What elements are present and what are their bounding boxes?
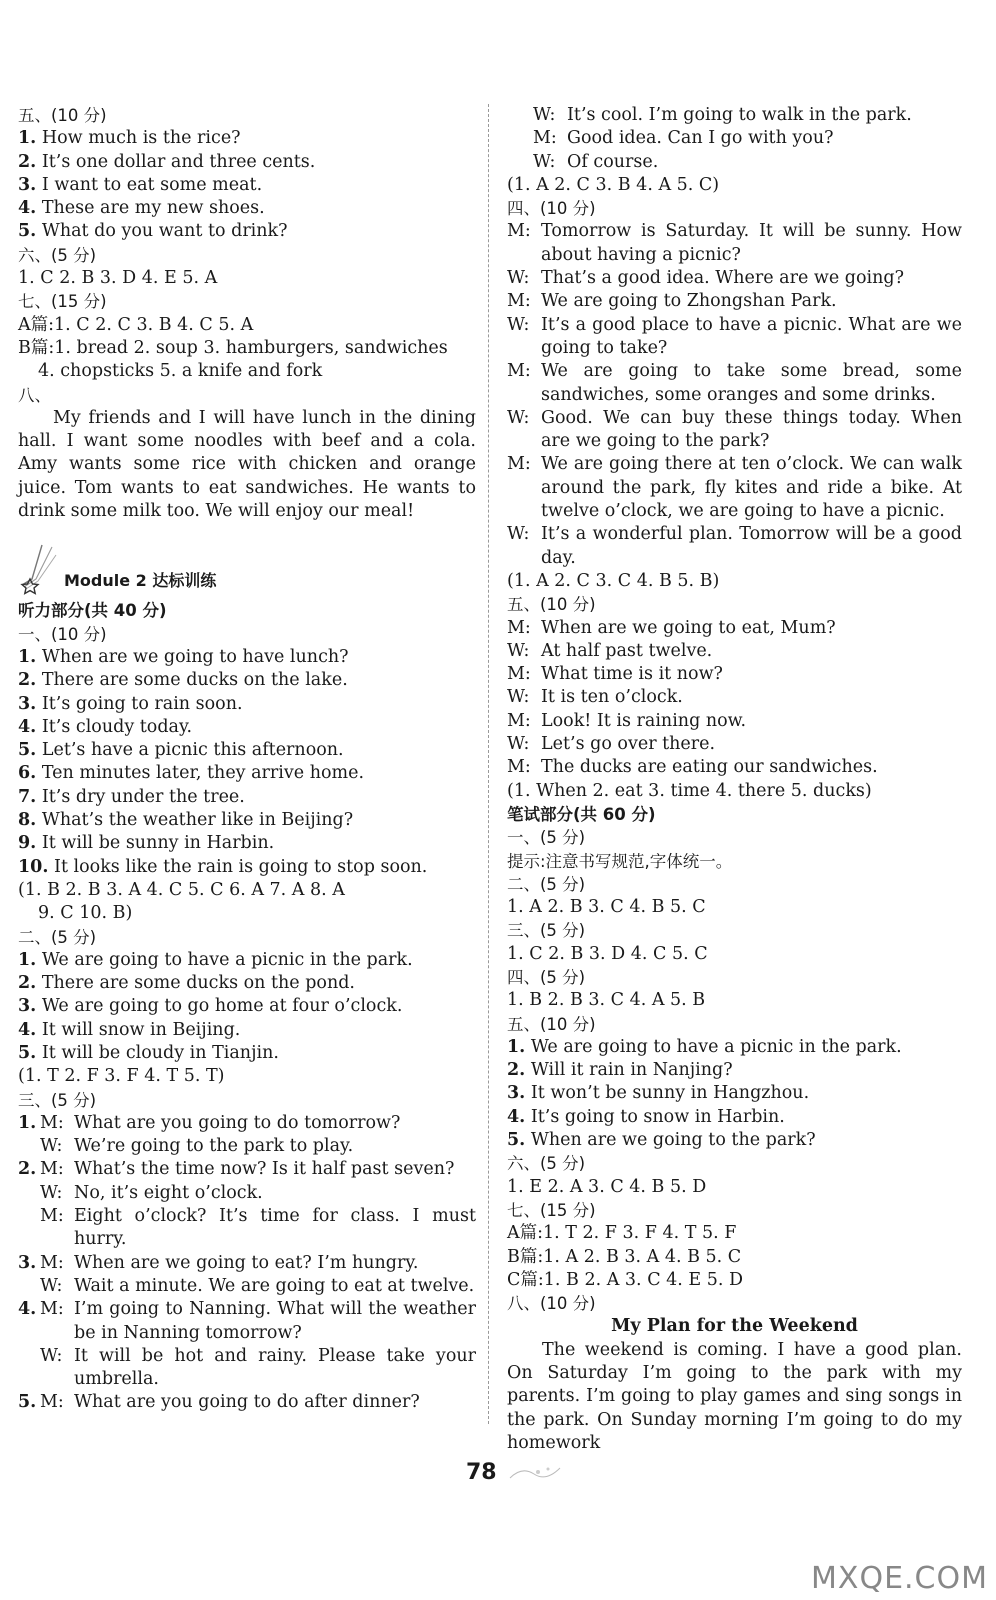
answer-key: 9. C 10. B): [38, 903, 133, 924]
section-header: 五、(10 分): [507, 595, 596, 615]
dialogue-line: M: Good idea. Can I go with you?: [533, 128, 834, 149]
dialogue-line: M: The ducks are eating our sandwiches.: [507, 757, 878, 778]
list-item: 3. It’s going to rain soon.: [18, 693, 243, 714]
dialogue-line: M: Eight o’clock? It’s time for class. I must hurry.: [40, 1206, 476, 1250]
left-column: [18, 104, 476, 1415]
list-item: 1. We are going to have a picnic in the park.: [18, 949, 413, 970]
right-column: [507, 104, 962, 1455]
dialogue-line: M: We are going there at ten o’clock. We can walk around the park, fly kites and ride a bike. At twelve o’clock, we are going to have a picnic.: [507, 454, 962, 522]
section-header: 八、(10 分): [507, 1294, 596, 1314]
list-item: 2. Will it rain in Nanjing?: [507, 1060, 733, 1081]
section-header: 四、(10 分): [507, 199, 596, 219]
dialogue-line: W: It’s a wonderful plan. Tomorrow will be a good day.: [507, 524, 962, 568]
tip-text: 提示:注意书写规范,字体统一。: [507, 851, 733, 871]
dialogue-line: 2. M: What’s the time now? Is it half past seven?: [18, 1159, 455, 1180]
list-item: 3. I want to eat some meat.: [18, 174, 263, 195]
dialogue-line: W: It’s cool. I’m going to walk in the park.: [533, 105, 912, 125]
list-item: 4. It’s cloudy today.: [18, 716, 193, 737]
dialogue-line: W: No, it’s eight o’clock.: [40, 1182, 263, 1203]
dialogue-line: W: It is ten o’clock.: [507, 687, 683, 708]
dialogue-line: W: It will be hot and rainy. Please take your umbrella.: [40, 1345, 476, 1390]
answer-key: (1. A 2. C 3. C 4. B 5. B): [507, 570, 720, 591]
section-header: 三、(5 分): [18, 1090, 97, 1110]
list-item: 7. It’s dry under the tree.: [18, 786, 245, 807]
section-header: 五、(10 分): [18, 106, 107, 125]
answer-key: 1. E 2. A 3. C 4. B 5. D: [507, 1176, 707, 1197]
dialogue-line: W: We’re going to the park to play.: [40, 1136, 354, 1157]
column-divider: [488, 104, 489, 1424]
answer-key: C篇:1. B 2. A 3. C 4. E 5. D: [507, 1269, 744, 1290]
section-header: 三、(5 分): [507, 921, 586, 941]
dialogue-line: W: Wait a minute. We are going to eat at twelve.: [40, 1275, 475, 1296]
list-item: 5. Let’s have a picnic this afternoon.: [18, 740, 344, 761]
list-item: 8. What’s the weather like in Beijing?: [18, 810, 354, 831]
answer-key: 1. C 2. B 3. D 4. E 5. A: [18, 268, 218, 289]
dialogue: [507, 617, 962, 780]
list-item: 5. What do you want to drink?: [18, 221, 288, 242]
answer-key: A篇:1. T 2. F 3. F 4. T 5. F: [507, 1223, 737, 1244]
dialogue: [18, 1112, 476, 1415]
answer-key: B篇:1. A 2. B 3. A 4. B 5. C: [507, 1246, 742, 1267]
dialogue-line: M: We are going to Zhongshan Park.: [507, 291, 837, 312]
answer-key: (1. B 2. B 3. A 4. C 5. C 6. A 7. A 8. A: [18, 879, 345, 900]
shooting-star-icon: [18, 541, 58, 597]
answer-list: [18, 949, 476, 1065]
section-header: 七、(15 分): [18, 292, 107, 312]
list-item: 2. There are some ducks on the lake.: [18, 670, 348, 691]
dialogue-line: 4. M: I’m going to Nanning. What will the weather be in Nanning tomorrow?: [18, 1299, 476, 1343]
answer-key: (1. T 2. F 3. F 4. T 5. T): [18, 1066, 225, 1087]
list-item: 1. We are going to have a picnic in the park.: [507, 1036, 902, 1057]
answer-key: 1. A 2. B 3. C 4. B 5. C: [507, 897, 706, 918]
section-header: 一、(10 分): [18, 624, 107, 644]
essay-title: My Plan for the Weekend: [611, 1316, 858, 1337]
dialogue: [507, 104, 962, 174]
list-item: 5. When are we going to the park?: [507, 1130, 816, 1151]
list-item: 5. It will be cloudy in Tianjin.: [18, 1042, 279, 1063]
answer-key: A篇:1. C 2. C 3. B 4. C 5. A: [18, 314, 254, 335]
answer-list: [18, 127, 476, 243]
essay-paragraph: The weekend is coming. I have a good plan. On Saturday I’m going to the park with my parents. I’m going to play games and sing songs in the park. On Sunday morning I’m going to do my homework: [507, 1339, 962, 1453]
list-item: 3. It won’t be sunny in Hangzhou.: [507, 1083, 810, 1104]
watermark: MXQE.COM: [811, 1561, 988, 1596]
section-header: 六、(5 分): [507, 1154, 586, 1174]
dialogue-line: 5. M: What are you going to do after dinner?: [18, 1392, 420, 1413]
section-header: 六、(5 分): [18, 245, 97, 265]
dialogue-line: W: That’s a good idea. Where are we going?: [507, 268, 904, 289]
section-header: 七、(15 分): [507, 1200, 596, 1220]
list-item: 4. It’s going to snow in Harbin.: [507, 1106, 785, 1127]
dialogue-line: 1. M: What are you going to do tomorrow?: [18, 1112, 401, 1133]
answer-key: (1. When 2. eat 3. time 4. there 5. ducks): [507, 780, 872, 801]
list-item: 6. Ten minutes later, they arrive home.: [18, 763, 365, 784]
answer-key: 4. chopsticks 5. a knife and fork: [38, 361, 323, 382]
list-item: 4. It will snow in Beijing.: [18, 1019, 241, 1040]
part-header: 笔试部分(共 60 分): [507, 804, 656, 824]
answer-list: [507, 1036, 962, 1152]
section-header: 二、(5 分): [507, 874, 586, 894]
list-item: 3. We are going to go home at four o’clock.: [18, 996, 403, 1017]
dialogue: [507, 220, 962, 569]
section-header: 四、(5 分): [507, 967, 586, 987]
answer-key: (1. A 2. C 3. B 4. A 5. C): [507, 174, 720, 195]
part-header: 听力部分(共 40 分): [18, 601, 167, 621]
list-item: 2. It’s one dollar and three cents.: [18, 151, 316, 172]
section-header: 一、(5 分): [507, 828, 586, 848]
list-item: 1. When are we going to have lunch?: [18, 646, 349, 667]
list-item: 9. It will be sunny in Harbin.: [18, 833, 275, 854]
dialogue-line: M: What time is it now?: [507, 664, 723, 685]
answer-key: 1. B 2. B 3. C 4. A 5. B: [507, 990, 706, 1011]
essay-paragraph: My friends and I will have lunch in the dining hall. I want some noodles with beef and a cola. Amy wants some rice with chicken and orange juice. Tom wants to eat sandwiches. He wants to drink some milk too. We will enjoy our meal!: [18, 407, 476, 522]
dialogue-line: W: Of course.: [533, 151, 659, 172]
dialogue-line: W: At half past twelve.: [507, 640, 713, 661]
dialogue-line: 3. M: When are we going to eat? I’m hungry.: [18, 1252, 419, 1273]
dialogue-line: M: Tomorrow is Saturday. It will be sunny. How about having a picnic?: [507, 221, 962, 265]
answer-key: B篇:1. bread 2. soup 3. hamburgers, sandwiches: [18, 337, 448, 358]
module-title: Module 2 达标训练: [64, 570, 217, 590]
dialogue-line: M: We are going to take some bread, some sandwiches, some oranges and some drinks.: [507, 361, 962, 405]
answer-list: [18, 646, 476, 879]
list-item: 10. It looks like the rain is going to stop soon.: [18, 856, 428, 877]
dialogue-line: W: It’s a good place to have a picnic. What are we going to take?: [507, 314, 962, 358]
dialogue-line: M: Look! It is raining now.: [507, 710, 747, 731]
flourish-icon: [508, 1462, 562, 1484]
section-header: 八、: [18, 385, 51, 405]
section-header: 二、(5 分): [18, 927, 97, 947]
list-item: 4. These are my new shoes.: [18, 198, 265, 219]
section-header: 五、(10 分): [507, 1014, 596, 1034]
list-item: 2. There are some ducks on the pond.: [18, 973, 355, 994]
answer-key: 1. C 2. B 3. D 4. C 5. C: [507, 943, 708, 964]
dialogue-line: M: When are we going to eat, Mum?: [507, 617, 836, 638]
module-heading: [18, 539, 476, 599]
dialogue-line: W: Let’s go over there.: [507, 734, 716, 755]
dialogue-line: W: Good. We can buy these things today. When are we going to the park?: [507, 407, 962, 452]
list-item: 1. How much is the rice?: [18, 128, 241, 149]
page-number: 78: [466, 1460, 497, 1485]
